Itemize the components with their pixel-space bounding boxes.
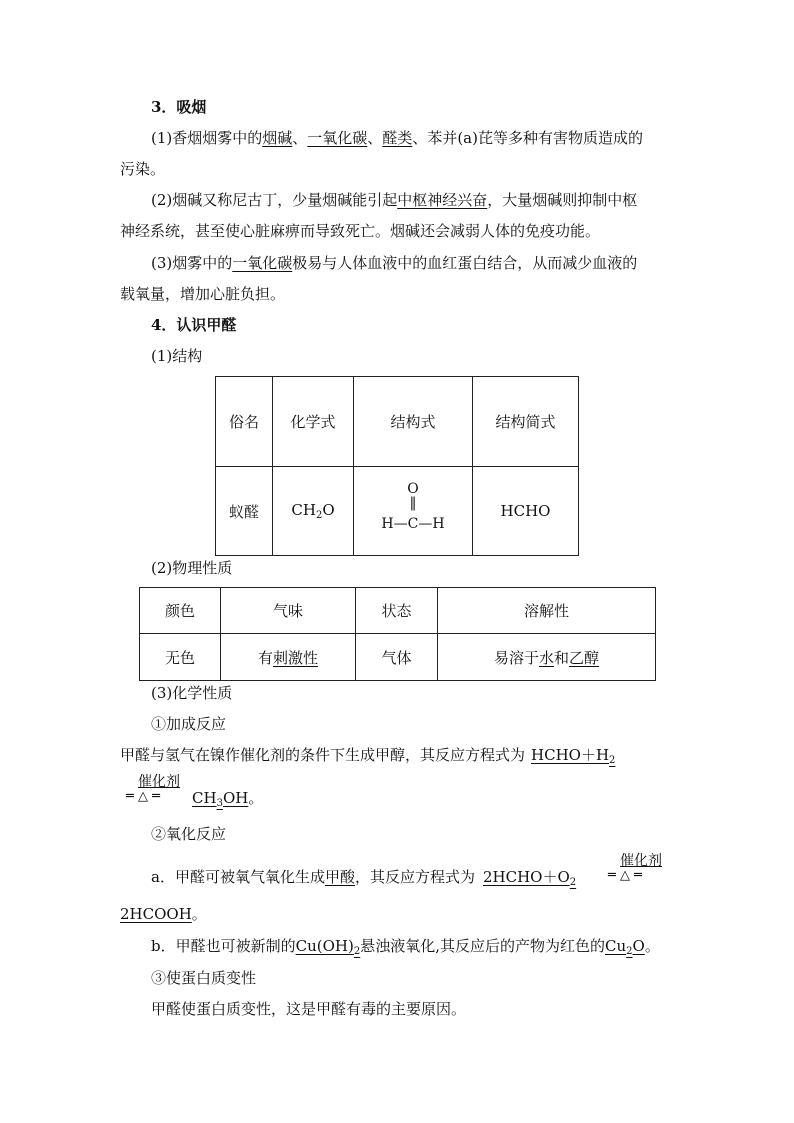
paragraph-3-line-1: (3)烟雾中的一氧化碳极易与人体血液中的血红蛋白结合，从而减少血液的 xyxy=(151,254,638,272)
catalyst-condition-1: 催化剂 ═ △ ═ xyxy=(126,774,192,804)
table2-header: 状态 xyxy=(356,588,438,634)
formula-cell: $CH_2O$ xyxy=(273,467,354,556)
paragraph-2-line-1: (2)烟碱又称尼古丁，少量烟碱能引起中枢神经兴奋，大量烟碱则抑制中枢 xyxy=(151,191,638,209)
table1-header: 结构式 xyxy=(354,377,473,467)
section-4-title: 4．认识甲醛 xyxy=(151,316,237,334)
structure-heading: (1)结构 xyxy=(151,347,203,365)
structural-formula-cell xyxy=(354,467,473,556)
color-cell: 无色 xyxy=(140,634,221,681)
structural-formula: O ‖ H—C—H xyxy=(381,481,445,532)
state-cell: 气体 xyxy=(356,634,438,681)
oxidation-a-product: 2HCOOH。 xyxy=(120,905,207,923)
heat-symbol: ═ △ ═ xyxy=(608,868,642,883)
chemical-properties-heading: (3)化学性质 xyxy=(151,684,233,702)
table2-header: 颜色 xyxy=(140,588,221,634)
addition-product: $CH_3OH$。 xyxy=(192,789,264,809)
common-name-cell: 蚁醛 xyxy=(216,467,273,556)
oxidation-b-text: b．甲醛也可被新制的$Cu(OH)_2$悬浊液氧化,其反应后的产物为红色的$Cu_2O$。 xyxy=(151,937,660,957)
heat-symbol: ═ △ ═ xyxy=(126,789,160,804)
oxidation-reaction-title: ②氧化反应 xyxy=(151,825,227,843)
table2-header: 气味 xyxy=(221,588,356,634)
simplified-formula-cell: HCHO xyxy=(473,467,579,556)
physical-properties-heading: (2)物理性质 xyxy=(151,559,233,577)
oxidation-a-text: a．甲醛可被氧气氧化生成甲酸，其反应方程式为 $2HCHO+O_2$ xyxy=(151,868,577,888)
catalyst-condition-2: 催化剂 ═ △ ═ xyxy=(608,853,674,883)
paragraph-2-line-2: 神经系统，甚至使心脏麻痹而导致死亡。烟碱还会减弱人体的免疫功能。 xyxy=(120,222,601,240)
solubility-cell: 易溶于水和乙醇 xyxy=(438,634,656,681)
structure-table xyxy=(215,376,579,556)
table1-header: 结构简式 xyxy=(473,377,579,467)
physical-properties-table xyxy=(139,587,656,681)
table1-header: 化学式 xyxy=(273,377,354,467)
denaturation-text: 甲醛使蛋白质变性，这是甲醛有毒的主要原因。 xyxy=(151,1000,467,1018)
paragraph-3-line-2: 载氧量，增加心脏负担。 xyxy=(120,285,286,303)
smell-cell: 有刺激性 xyxy=(221,634,356,681)
denaturation-title: ③使蛋白质变性 xyxy=(151,969,257,987)
paragraph-1-line-1: (1)香烟烟雾中的烟碱、一氧化碳、醛类、苯并(a)芘等多种有害物质造成的 xyxy=(151,129,643,147)
section-3-title: 3．吸烟 xyxy=(151,98,207,116)
table1-header: 俗名 xyxy=(216,377,273,467)
addition-reaction-text: 甲醛与氢气在镍作催化剂的条件下生成甲醇，其反应方程式为 $HCHO+H_2$ xyxy=(120,746,616,766)
addition-reaction-title: ①加成反应 xyxy=(151,715,227,733)
paragraph-1-line-2: 污染。 xyxy=(120,160,166,178)
table2-header: 溶解性 xyxy=(438,588,656,634)
